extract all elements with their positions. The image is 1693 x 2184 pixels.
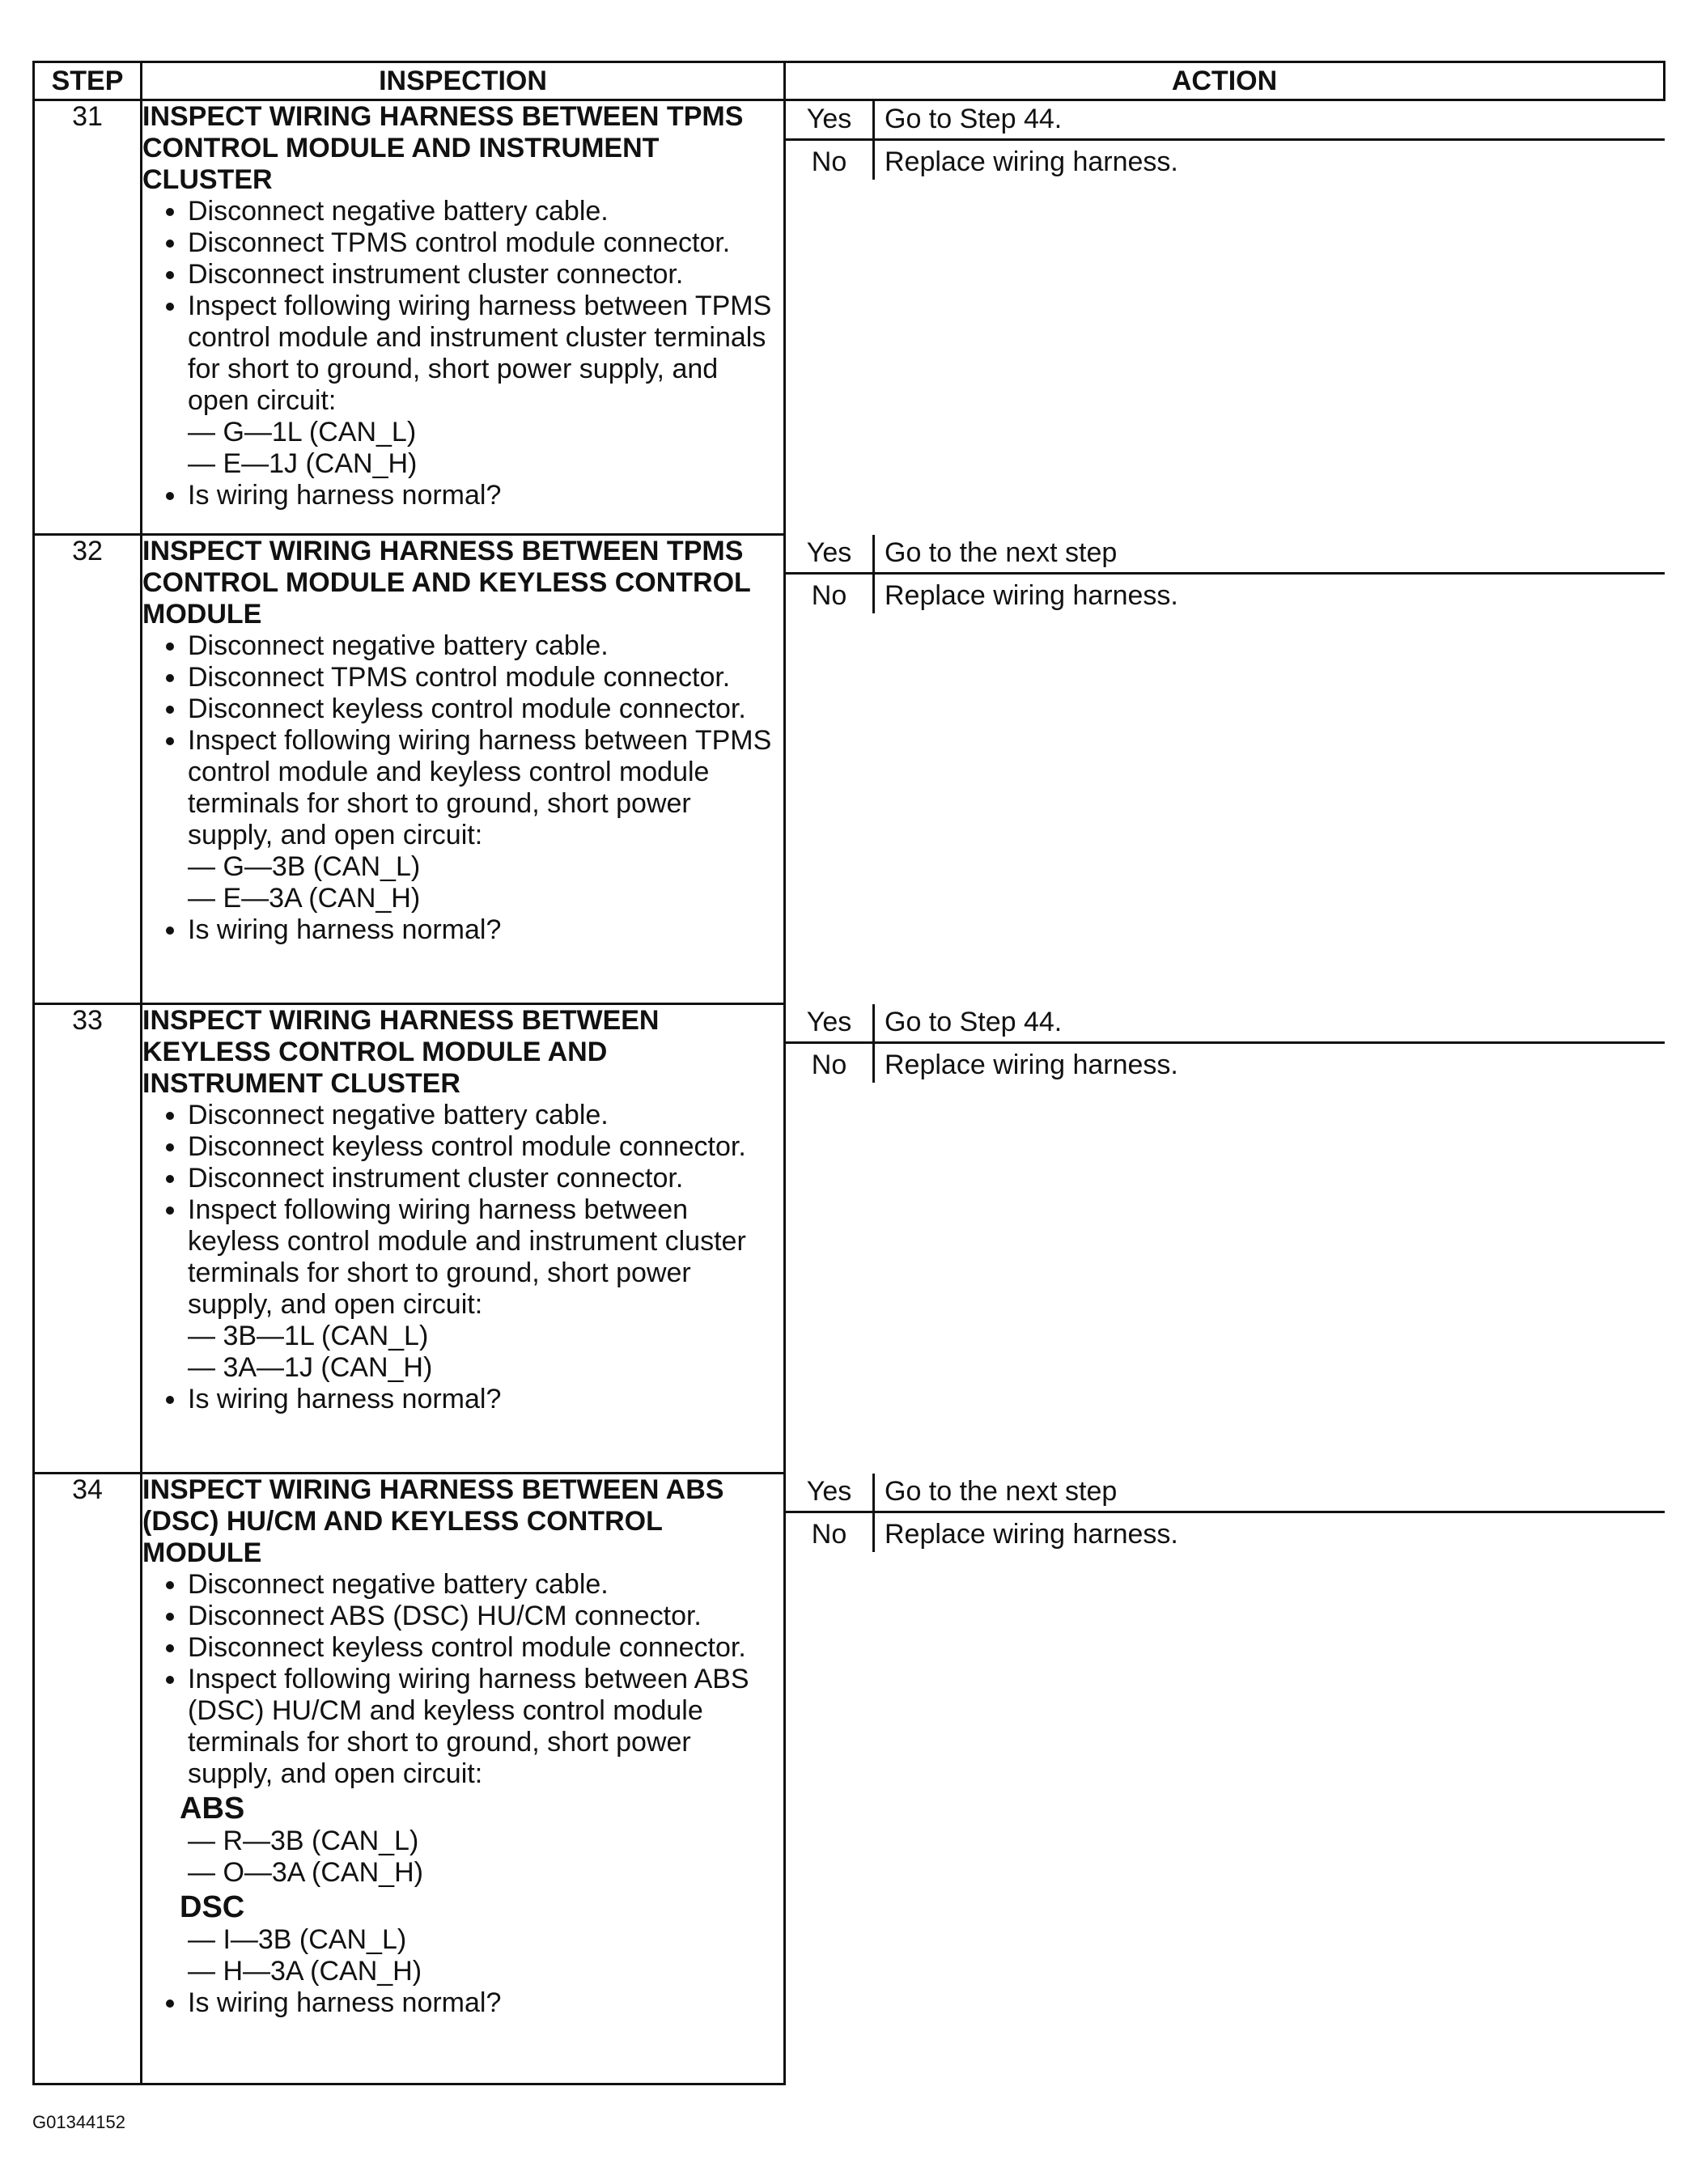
result-table [786, 1474, 1665, 1552]
inspection-steps [142, 630, 783, 946]
yes-row [786, 101, 1665, 140]
table-row [34, 535, 1665, 1004]
list-item: • Is wiring harness normal? [188, 1987, 783, 2019]
list-item: • Disconnect negative battery cable. [188, 630, 783, 662]
inspection-cell [142, 1004, 785, 1474]
no-label: No [786, 1042, 874, 1083]
list-item [188, 290, 783, 480]
group-heading-dsc: DSC [180, 1890, 245, 1924]
inspection-title: INSPECT WIRING HARNESS BETWEEN TPMS CONTROL MODULE AND INSTRUMENT CLUSTER [142, 101, 744, 195]
terminal-pair: — O—3A (CAN_H) [188, 1857, 423, 1888]
no-label: No [786, 1512, 874, 1552]
no-row [786, 140, 1665, 180]
list-item: • Is wiring harness normal? [188, 480, 783, 511]
step-number: 31 [34, 100, 142, 535]
inspection-cell [142, 535, 785, 1004]
no-label: No [786, 140, 874, 180]
terminal-pair: — E—3A (CAN_H) [188, 883, 421, 914]
yes-label: Yes [786, 101, 874, 140]
inspection-title: INSPECT WIRING HARNESS BETWEEN TPMS CONTROL MODULE AND KEYLESS CONTROL MODULE [142, 536, 751, 630]
list-item: • Disconnect instrument cluster connector. [188, 259, 783, 290]
terminal-pair: — E—1J (CAN_H) [188, 448, 418, 479]
list-item [188, 725, 783, 914]
yes-row [786, 535, 1665, 574]
no-action: Replace wiring harness. [885, 1049, 1178, 1080]
no-row [786, 1512, 1665, 1552]
yes-label: Yes [786, 535, 874, 574]
header-action: ACTION [785, 62, 1665, 100]
yes-row [786, 1474, 1665, 1512]
yes-label: Yes [786, 1004, 874, 1043]
no-action: Replace wiring harness. [885, 579, 1178, 611]
result-table [786, 101, 1665, 180]
group-heading-abs: ABS [180, 1792, 245, 1826]
yes-action: Go to the next step [874, 535, 1665, 574]
terminal-pair: — H—3A (CAN_H) [188, 1956, 422, 1987]
terminal-pair: — G—1L (CAN_L) [188, 417, 417, 447]
list-item [188, 1194, 783, 1384]
yes-label: Yes [786, 1474, 874, 1512]
inspection-steps [142, 1569, 783, 2019]
terminal-pair: — R—3B (CAN_L) [188, 1826, 419, 1856]
result-table [786, 1004, 1665, 1083]
list-item: • Disconnect instrument cluster connector. [188, 1163, 783, 1194]
list-item-text: Inspect following wiring harness between TPMS control module and keyless control module terminals for short to ground, short power supply, and open circuit: [188, 725, 772, 850]
terminal-pair: — I—3B (CAN_L) [188, 1924, 407, 1955]
no-action: Replace wiring harness. [885, 146, 1178, 177]
list-item: • Disconnect negative battery cable. [188, 1100, 783, 1131]
table-row [34, 1474, 1665, 2084]
inspection-steps [142, 196, 783, 511]
step-number: 33 [34, 1004, 142, 1474]
yes-row [786, 1004, 1665, 1043]
list-item: • Disconnect keyless control module connector. [188, 1131, 783, 1163]
no-label: No [786, 573, 874, 613]
result-cell [785, 1004, 1665, 1474]
inspection-steps [142, 1100, 783, 1415]
step-number: 32 [34, 535, 142, 1004]
list-item: • Disconnect TPMS control module connector. [188, 662, 783, 693]
step-number: 34 [34, 1474, 142, 2084]
figure-code: G01344152 [32, 2112, 125, 2132]
header-inspection: INSPECTION [142, 62, 785, 100]
inspection-title: INSPECT WIRING HARNESS BETWEEN KEYLESS CONTROL MODULE AND INSTRUMENT CLUSTER [142, 1005, 660, 1099]
list-item: • Disconnect keyless control module connector. [188, 1632, 783, 1664]
table-row [34, 1004, 1665, 1474]
result-cell [785, 1474, 1665, 2084]
terminal-pair: — 3A—1J (CAN_H) [188, 1352, 433, 1383]
list-item [180, 1664, 783, 1987]
table-row [34, 100, 1665, 535]
no-row [786, 1042, 1665, 1083]
inspection-title: INSPECT WIRING HARNESS BETWEEN ABS (DSC) HU/CM AND KEYLESS CONTROL MODULE [142, 1474, 724, 1568]
list-item: • Disconnect negative battery cable. [188, 1569, 783, 1601]
terminal-pair: — 3B—1L (CAN_L) [188, 1321, 429, 1351]
terminal-pair: — G—3B (CAN_L) [188, 851, 421, 882]
header-step: STEP [34, 62, 142, 100]
yes-action: Go to the next step [874, 1474, 1665, 1512]
result-cell [785, 100, 1665, 535]
diagnostic-table [32, 61, 1665, 2085]
yes-action: Go to Step 44. [874, 1004, 1665, 1043]
list-item: • Disconnect keyless control module connector. [188, 693, 783, 725]
result-table [786, 535, 1665, 613]
header-row [34, 62, 1665, 100]
yes-action: Go to Step 44. [874, 101, 1665, 140]
no-row [786, 573, 1665, 613]
list-item-text: Inspect following wiring harness between ABS (DSC) HU/CM and keyless control module terminals for short to ground, short power supply, and open circuit: [188, 1664, 749, 1789]
list-item: • Disconnect TPMS control module connector. [188, 227, 783, 259]
inspection-cell [142, 1474, 785, 2084]
list-item: • Disconnect ABS (DSC) HU/CM connector. [188, 1601, 783, 1632]
inspection-cell [142, 100, 785, 535]
list-item: • Is wiring harness normal? [188, 914, 783, 946]
list-item: • Disconnect negative battery cable. [188, 196, 783, 227]
list-item-text: Inspect following wiring harness between keyless control module and instrument cluster terminals for short to ground, short power supply, and open circuit: [188, 1194, 746, 1320]
list-item: • Is wiring harness normal? [188, 1384, 783, 1415]
list-item-text: Inspect following wiring harness between TPMS control module and instrument cluster terminals for short to ground, short power supply, and open circuit: [188, 290, 772, 416]
no-action: Replace wiring harness. [885, 1518, 1178, 1550]
result-cell [785, 535, 1665, 1004]
